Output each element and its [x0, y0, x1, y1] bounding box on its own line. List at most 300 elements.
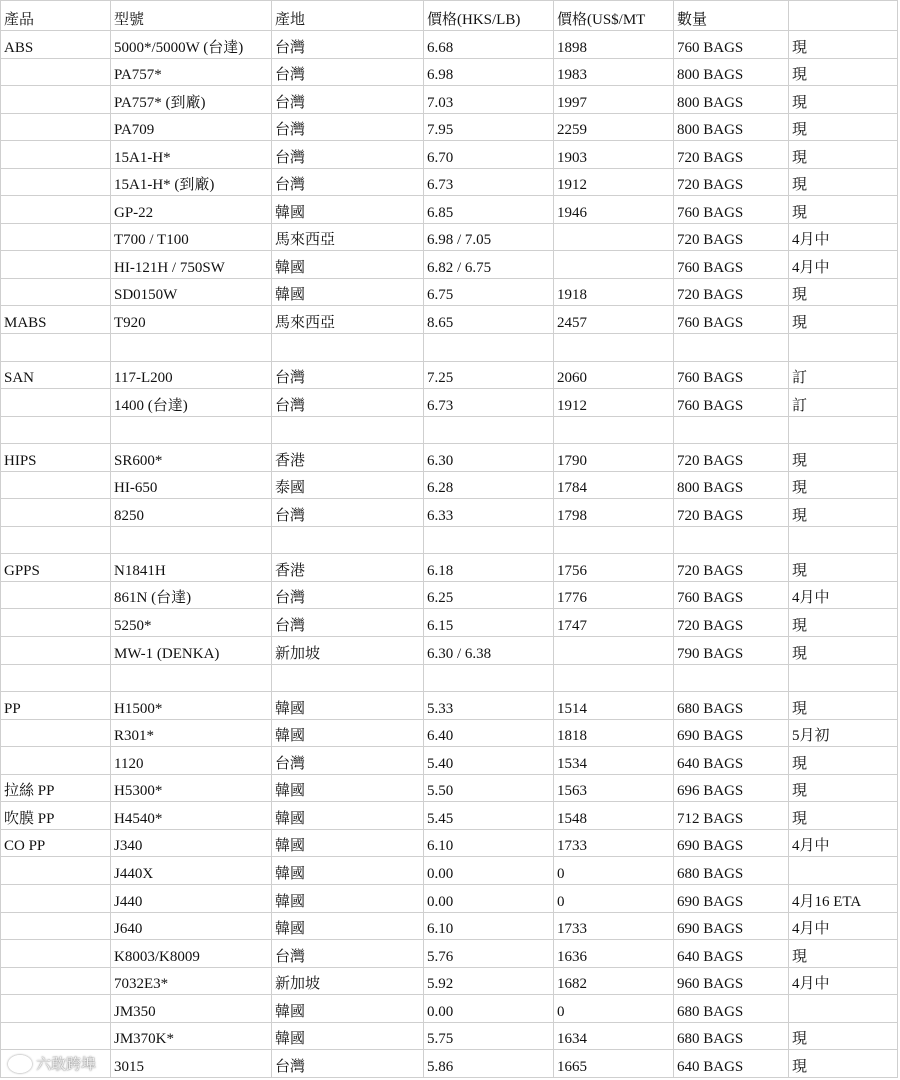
cell-availability: 現	[789, 306, 898, 334]
cell-availability: 現	[789, 609, 898, 637]
cell-price-hks-lb: 6.98 / 7.05	[424, 223, 554, 251]
cell-availability	[789, 857, 898, 885]
cell-availability: 現	[789, 774, 898, 802]
cell-quantity: 760 BAGS	[674, 389, 789, 417]
cell-price-usd-mt	[554, 637, 674, 665]
cell-quantity: 712 BAGS	[674, 802, 789, 830]
cell-availability: 現	[789, 1022, 898, 1050]
cell-availability: 現	[789, 940, 898, 968]
cell-availability: 現	[789, 113, 898, 141]
cell-price-usd-mt: 2259	[554, 113, 674, 141]
cell-quantity: 690 BAGS	[674, 884, 789, 912]
cell-price-usd-mt: 1682	[554, 967, 674, 995]
cell-price-usd-mt: 1563	[554, 774, 674, 802]
cell-quantity: 760 BAGS	[674, 581, 789, 609]
cell-price-hks-lb: 6.68	[424, 31, 554, 59]
cell-model: 7032E3*	[111, 967, 272, 995]
table-row	[1, 940, 898, 968]
cell-product	[1, 223, 111, 251]
cell-quantity: 800 BAGS	[674, 58, 789, 86]
cell-product	[1, 719, 111, 747]
cell-price-usd-mt: 1790	[554, 444, 674, 472]
cell-product: 吹膜 PP	[1, 802, 111, 830]
cell-price-hks-lb: 0.00	[424, 995, 554, 1023]
cell-availability: 4月中	[789, 967, 898, 995]
cell-origin: 台灣	[272, 1050, 424, 1078]
table-row	[1, 664, 898, 692]
cell-price-hks-lb: 6.98	[424, 58, 554, 86]
cell-quantity: 640 BAGS	[674, 1050, 789, 1078]
cell-quantity: 800 BAGS	[674, 471, 789, 499]
cell-price-usd-mt: 2060	[554, 361, 674, 389]
cell-price-usd-mt: 0	[554, 857, 674, 885]
cell-price-usd-mt: 1798	[554, 499, 674, 527]
header-price-hks-lb: 價格(HKS/LB)	[424, 1, 554, 31]
cell-origin: 韓國	[272, 196, 424, 224]
cell-quantity: 800 BAGS	[674, 113, 789, 141]
cell-price-hks-lb: 6.40	[424, 719, 554, 747]
cell-quantity: 760 BAGS	[674, 306, 789, 334]
cell-model: H1500*	[111, 692, 272, 720]
cell-quantity: 680 BAGS	[674, 995, 789, 1023]
cell-availability: 現	[789, 58, 898, 86]
cell-availability: 訂	[789, 361, 898, 389]
table-row	[1, 637, 898, 665]
cell-availability: 現	[789, 802, 898, 830]
cell-price-usd-mt: 1514	[554, 692, 674, 720]
cell-price-hks-lb: 5.86	[424, 1050, 554, 1078]
cell-price-hks-lb: 6.18	[424, 554, 554, 582]
cell-quantity: 760 BAGS	[674, 361, 789, 389]
cell-origin: 台灣	[272, 58, 424, 86]
cell-origin: 馬來西亞	[272, 306, 424, 334]
cell-quantity: 680 BAGS	[674, 1022, 789, 1050]
cell-product	[1, 884, 111, 912]
cell-availability: 4月中	[789, 251, 898, 279]
cell-price-usd-mt: 1946	[554, 196, 674, 224]
cell-model: 1120	[111, 747, 272, 775]
cell-model: PA709	[111, 113, 272, 141]
cell-product: CO PP	[1, 829, 111, 857]
cell-product	[1, 58, 111, 86]
cell-origin: 台灣	[272, 141, 424, 169]
cell-origin: 台灣	[272, 581, 424, 609]
cell-quantity: 680 BAGS	[674, 857, 789, 885]
table-row	[1, 334, 898, 362]
header-product: 產品	[1, 1, 111, 31]
cell-product	[1, 995, 111, 1023]
cell-availability: 現	[789, 692, 898, 720]
table-row	[1, 444, 898, 472]
cell-product	[1, 251, 111, 279]
table-row	[1, 58, 898, 86]
cell-product	[1, 609, 111, 637]
table-row	[1, 554, 898, 582]
cell-product	[1, 113, 111, 141]
cell-origin: 韓國	[272, 774, 424, 802]
cell-origin: 韓國	[272, 719, 424, 747]
cell-origin: 新加坡	[272, 637, 424, 665]
cell-availability: 訂	[789, 389, 898, 417]
cell-model: 5000*/5000W (台達)	[111, 31, 272, 59]
cell-origin: 韓國	[272, 912, 424, 940]
table-row	[1, 499, 898, 527]
cell-quantity: 760 BAGS	[674, 251, 789, 279]
cell-model: J340	[111, 829, 272, 857]
cell-origin: 韓國	[272, 995, 424, 1023]
cell-quantity: 720 BAGS	[674, 223, 789, 251]
cell-origin: 韓國	[272, 829, 424, 857]
watermark-text: 六敢跨埠	[36, 1055, 97, 1073]
cell-quantity: 690 BAGS	[674, 719, 789, 747]
table-row	[1, 719, 898, 747]
table-row	[1, 912, 898, 940]
cell-quantity: 790 BAGS	[674, 637, 789, 665]
table-row	[1, 168, 898, 196]
cell-origin: 台灣	[272, 31, 424, 59]
cell-availability	[789, 664, 898, 692]
cell-price-usd-mt: 1776	[554, 581, 674, 609]
cell-quantity	[674, 334, 789, 362]
cell-model: JM370K*	[111, 1022, 272, 1050]
table-row	[1, 995, 898, 1023]
cell-quantity	[674, 526, 789, 554]
cell-price-hks-lb: 5.75	[424, 1022, 554, 1050]
cell-model: PA757*	[111, 58, 272, 86]
cell-price-usd-mt	[554, 251, 674, 279]
cell-quantity: 720 BAGS	[674, 554, 789, 582]
cell-price-usd-mt: 1733	[554, 912, 674, 940]
header-origin: 產地	[272, 1, 424, 31]
cell-product	[1, 334, 111, 362]
cell-model: 15A1-H*	[111, 141, 272, 169]
cell-model	[111, 334, 272, 362]
cell-origin: 台灣	[272, 168, 424, 196]
cell-price-usd-mt: 1636	[554, 940, 674, 968]
cell-price-usd-mt	[554, 223, 674, 251]
cell-product	[1, 664, 111, 692]
cell-model: 8250	[111, 499, 272, 527]
cell-availability: 現	[789, 86, 898, 114]
cell-origin: 泰國	[272, 471, 424, 499]
cell-price-hks-lb: 6.85	[424, 196, 554, 224]
cell-product	[1, 857, 111, 885]
cell-price-usd-mt: 1818	[554, 719, 674, 747]
table-row	[1, 278, 898, 306]
cell-quantity: 720 BAGS	[674, 278, 789, 306]
table-row	[1, 113, 898, 141]
cell-price-usd-mt: 1756	[554, 554, 674, 582]
cell-origin: 韓國	[272, 251, 424, 279]
cell-price-hks-lb	[424, 526, 554, 554]
cell-availability: 現	[789, 196, 898, 224]
cell-model	[111, 416, 272, 444]
table-row	[1, 967, 898, 995]
cell-model: GP-22	[111, 196, 272, 224]
cell-origin: 台灣	[272, 747, 424, 775]
cell-origin	[272, 334, 424, 362]
cell-price-usd-mt	[554, 526, 674, 554]
cell-price-usd-mt: 1548	[554, 802, 674, 830]
cell-availability	[789, 334, 898, 362]
cell-availability: 4月中	[789, 829, 898, 857]
cell-price-usd-mt	[554, 664, 674, 692]
cell-price-hks-lb: 8.65	[424, 306, 554, 334]
cell-availability: 現	[789, 747, 898, 775]
cell-model: MW-1 (DENKA)	[111, 637, 272, 665]
cell-model: HI-121H / 750SW	[111, 251, 272, 279]
cell-availability	[789, 995, 898, 1023]
cell-model: N1841H	[111, 554, 272, 582]
cell-price-hks-lb: 6.15	[424, 609, 554, 637]
cell-origin: 台灣	[272, 499, 424, 527]
cell-price-hks-lb: 6.73	[424, 168, 554, 196]
cell-availability: 現	[789, 444, 898, 472]
cell-product: MABS	[1, 306, 111, 334]
cell-quantity: 720 BAGS	[674, 609, 789, 637]
table-row	[1, 692, 898, 720]
cell-model: 1400 (台達)	[111, 389, 272, 417]
table-row	[1, 416, 898, 444]
cell-availability: 4月中	[789, 223, 898, 251]
header-price-usd-mt: 價格(US$/MT	[554, 1, 674, 31]
table-row	[1, 31, 898, 59]
cell-price-hks-lb: 6.28	[424, 471, 554, 499]
cell-price-usd-mt: 1997	[554, 86, 674, 114]
cell-availability	[789, 416, 898, 444]
cell-price-usd-mt: 1733	[554, 829, 674, 857]
cell-price-usd-mt	[554, 416, 674, 444]
cell-availability: 現	[789, 31, 898, 59]
cell-availability: 4月16 ETA	[789, 884, 898, 912]
cell-product: 拉絲 PP	[1, 774, 111, 802]
cell-product	[1, 912, 111, 940]
cell-quantity: 690 BAGS	[674, 829, 789, 857]
cell-product	[1, 168, 111, 196]
cell-origin: 韓國	[272, 802, 424, 830]
cell-price-hks-lb: 5.45	[424, 802, 554, 830]
cell-price-hks-lb: 6.33	[424, 499, 554, 527]
cell-product	[1, 416, 111, 444]
cell-product	[1, 141, 111, 169]
table-row	[1, 306, 898, 334]
cell-product	[1, 278, 111, 306]
table-row	[1, 361, 898, 389]
cell-price-usd-mt: 1747	[554, 609, 674, 637]
cell-model: T920	[111, 306, 272, 334]
cell-model: J640	[111, 912, 272, 940]
cell-origin: 台灣	[272, 361, 424, 389]
cell-price-usd-mt: 0	[554, 995, 674, 1023]
cell-product	[1, 1022, 111, 1050]
cell-price-hks-lb	[424, 334, 554, 362]
cell-price-hks-lb: 6.73	[424, 389, 554, 417]
cell-price-hks-lb: 6.82 / 6.75	[424, 251, 554, 279]
cell-price-hks-lb: 6.30	[424, 444, 554, 472]
cell-quantity: 696 BAGS	[674, 774, 789, 802]
cell-product	[1, 940, 111, 968]
table-row	[1, 196, 898, 224]
cell-quantity: 800 BAGS	[674, 86, 789, 114]
cell-origin: 韓國	[272, 884, 424, 912]
cell-price-hks-lb: 5.40	[424, 747, 554, 775]
cell-price-hks-lb: 6.10	[424, 829, 554, 857]
table-row	[1, 526, 898, 554]
cell-price-hks-lb: 7.25	[424, 361, 554, 389]
header-row	[1, 1, 898, 31]
cell-price-usd-mt: 1983	[554, 58, 674, 86]
cell-product	[1, 499, 111, 527]
cell-origin: 台灣	[272, 86, 424, 114]
cell-price-hks-lb: 0.00	[424, 857, 554, 885]
cell-availability: 現	[789, 278, 898, 306]
cell-price-hks-lb: 6.10	[424, 912, 554, 940]
cell-product	[1, 471, 111, 499]
table-row	[1, 747, 898, 775]
cell-model: 3015	[111, 1050, 272, 1078]
cell-price-hks-lb	[424, 664, 554, 692]
cell-model: J440	[111, 884, 272, 912]
cell-model: J440X	[111, 857, 272, 885]
cell-price-usd-mt: 1634	[554, 1022, 674, 1050]
cell-quantity	[674, 416, 789, 444]
table-row	[1, 802, 898, 830]
table-row	[1, 829, 898, 857]
cell-origin: 香港	[272, 554, 424, 582]
header-quantity: 數量	[674, 1, 789, 31]
cell-quantity: 640 BAGS	[674, 940, 789, 968]
table-row	[1, 471, 898, 499]
cell-availability: 4月中	[789, 912, 898, 940]
cell-origin: 新加坡	[272, 967, 424, 995]
table-row	[1, 1022, 898, 1050]
cell-product: PP	[1, 692, 111, 720]
cell-model	[111, 526, 272, 554]
cell-model: 5250*	[111, 609, 272, 637]
cell-model: 861N (台達)	[111, 581, 272, 609]
cell-quantity: 720 BAGS	[674, 141, 789, 169]
cell-availability: 現	[789, 1050, 898, 1078]
cell-price-hks-lb: 5.76	[424, 940, 554, 968]
cell-model: H4540*	[111, 802, 272, 830]
cell-model	[111, 664, 272, 692]
cell-model: R301*	[111, 719, 272, 747]
cell-model: H5300*	[111, 774, 272, 802]
cell-availability	[789, 526, 898, 554]
cell-origin: 韓國	[272, 1022, 424, 1050]
cell-product	[1, 86, 111, 114]
cell-product	[1, 637, 111, 665]
cell-model: JM350	[111, 995, 272, 1023]
cell-availability: 現	[789, 471, 898, 499]
cell-product	[1, 389, 111, 417]
cell-origin: 韓國	[272, 857, 424, 885]
cell-price-hks-lb: 5.92	[424, 967, 554, 995]
cell-model: 15A1-H* (到廠)	[111, 168, 272, 196]
cell-origin: 馬來西亞	[272, 223, 424, 251]
cell-availability: 5月初	[789, 719, 898, 747]
cell-availability: 4月中	[789, 581, 898, 609]
table-row	[1, 223, 898, 251]
cell-quantity: 690 BAGS	[674, 912, 789, 940]
cell-price-hks-lb: 7.95	[424, 113, 554, 141]
watermark-logo-icon	[8, 1055, 32, 1073]
cell-origin	[272, 664, 424, 692]
cell-price-hks-lb: 0.00	[424, 884, 554, 912]
cell-price-hks-lb: 6.75	[424, 278, 554, 306]
cell-availability: 現	[789, 168, 898, 196]
cell-quantity: 720 BAGS	[674, 168, 789, 196]
table-row	[1, 857, 898, 885]
cell-quantity: 640 BAGS	[674, 747, 789, 775]
cell-origin: 韓國	[272, 278, 424, 306]
cell-price-usd-mt: 1918	[554, 278, 674, 306]
cell-price-usd-mt: 0	[554, 884, 674, 912]
table-row	[1, 884, 898, 912]
cell-origin: 台灣	[272, 940, 424, 968]
cell-price-usd-mt: 1665	[554, 1050, 674, 1078]
table-row	[1, 389, 898, 417]
cell-model: SR600*	[111, 444, 272, 472]
cell-quantity: 720 BAGS	[674, 444, 789, 472]
cell-price-hks-lb: 6.25	[424, 581, 554, 609]
cell-price-hks-lb: 6.70	[424, 141, 554, 169]
cell-product: ABS	[1, 31, 111, 59]
cell-origin: 台灣	[272, 609, 424, 637]
cell-availability: 現	[789, 554, 898, 582]
cell-product	[1, 747, 111, 775]
cell-product	[1, 581, 111, 609]
cell-price-usd-mt: 1912	[554, 168, 674, 196]
cell-product: GPPS	[1, 554, 111, 582]
cell-quantity: 720 BAGS	[674, 499, 789, 527]
cell-quantity: 960 BAGS	[674, 967, 789, 995]
header-model: 型號	[111, 1, 272, 31]
cell-price-hks-lb: 5.50	[424, 774, 554, 802]
cell-quantity: 760 BAGS	[674, 196, 789, 224]
cell-price-hks-lb: 7.03	[424, 86, 554, 114]
cell-quantity: 760 BAGS	[674, 31, 789, 59]
cell-availability: 現	[789, 499, 898, 527]
cell-price-usd-mt: 1534	[554, 747, 674, 775]
cell-origin: 香港	[272, 444, 424, 472]
cell-price-usd-mt: 1903	[554, 141, 674, 169]
cell-availability: 現	[789, 141, 898, 169]
cell-price-usd-mt: 1912	[554, 389, 674, 417]
cell-availability: 現	[789, 637, 898, 665]
cell-price-hks-lb	[424, 416, 554, 444]
cell-model: SD0150W	[111, 278, 272, 306]
table-row	[1, 1050, 898, 1078]
table-row	[1, 141, 898, 169]
header-availability	[789, 1, 898, 31]
cell-model: PA757* (到廠)	[111, 86, 272, 114]
cell-product: SAN	[1, 361, 111, 389]
table-row	[1, 581, 898, 609]
cell-origin	[272, 526, 424, 554]
watermark	[8, 1053, 96, 1074]
cell-model: T700 / T100	[111, 223, 272, 251]
cell-product	[1, 196, 111, 224]
cell-price-hks-lb: 6.30 / 6.38	[424, 637, 554, 665]
cell-product: HIPS	[1, 444, 111, 472]
cell-model: 117-L200	[111, 361, 272, 389]
cell-quantity: 680 BAGS	[674, 692, 789, 720]
cell-quantity	[674, 664, 789, 692]
cell-origin	[272, 416, 424, 444]
table-row	[1, 609, 898, 637]
cell-price-usd-mt: 1898	[554, 31, 674, 59]
